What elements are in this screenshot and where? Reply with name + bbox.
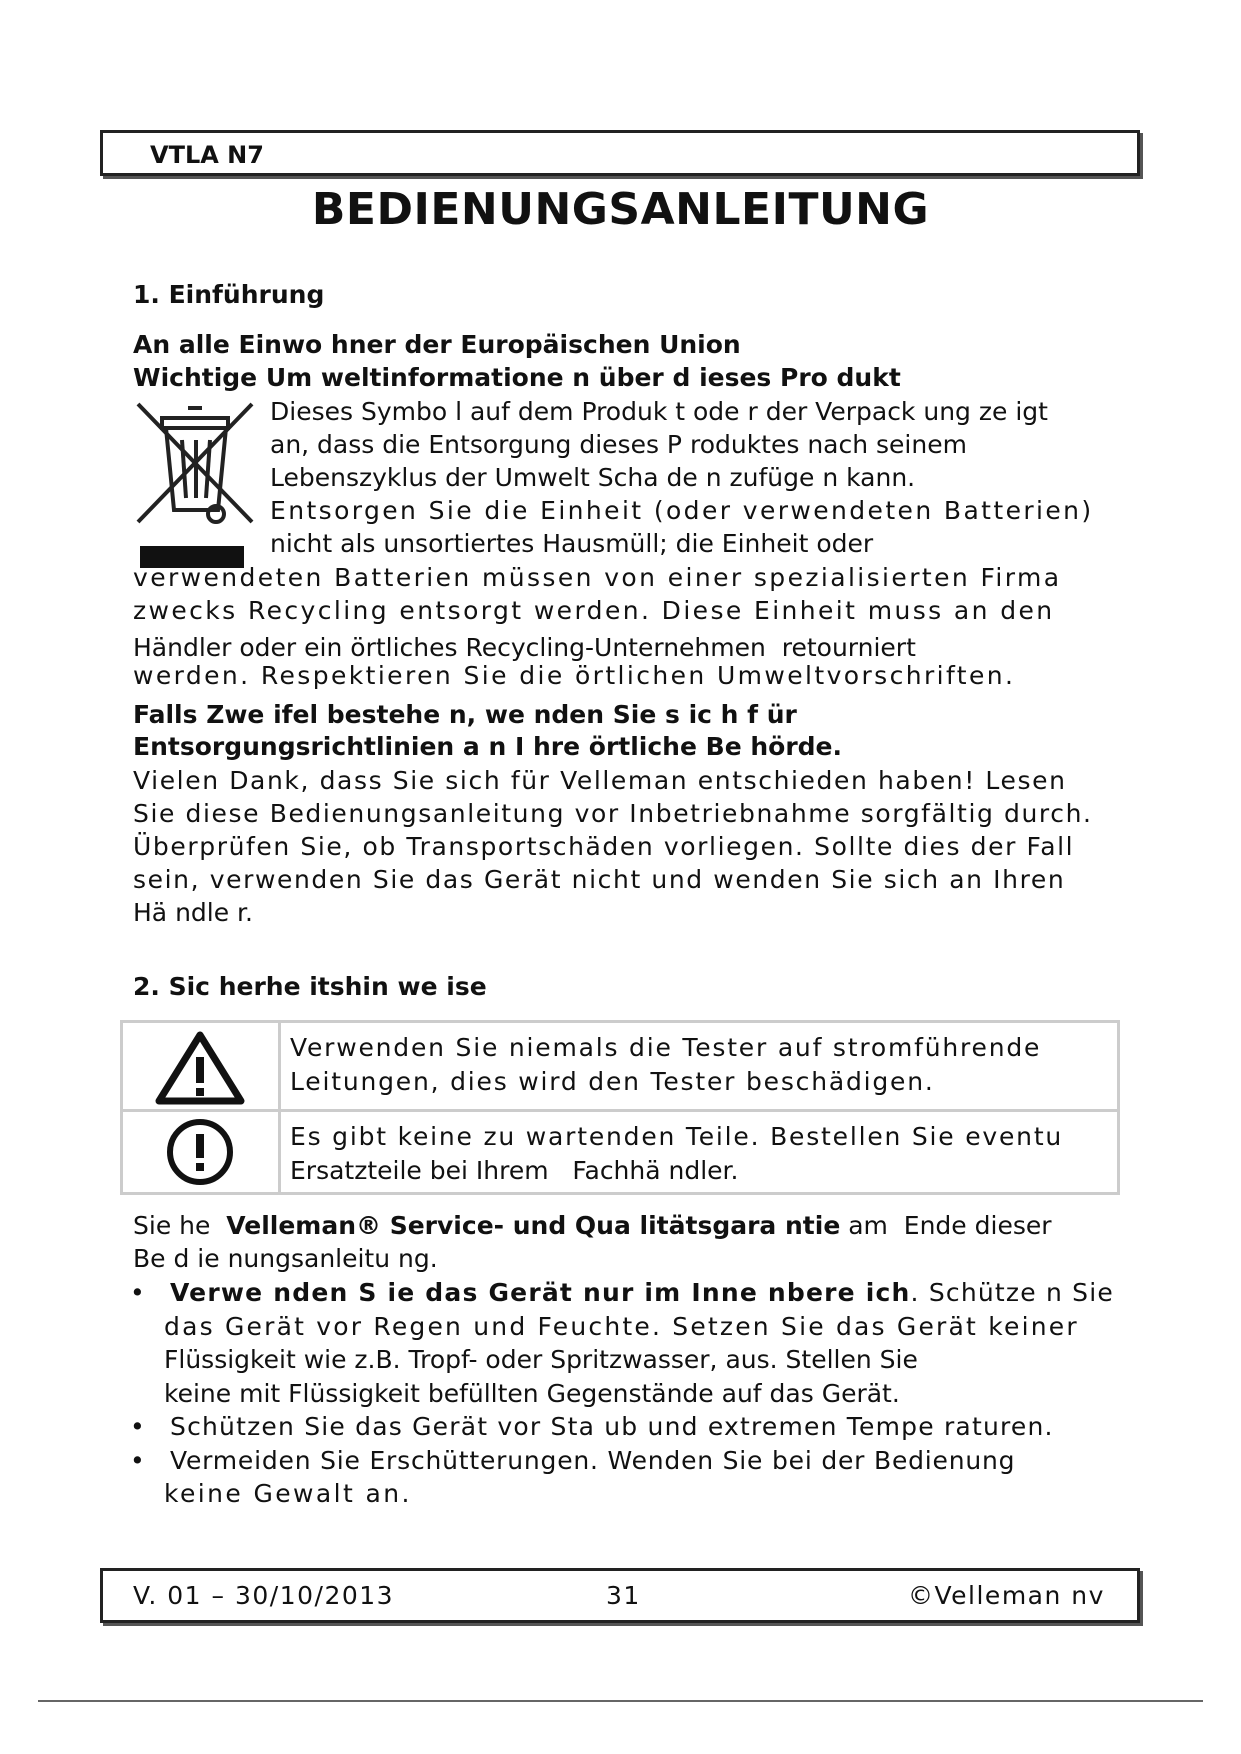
section-1-heading: 1. Einführung [133,280,325,309]
weee-crossed-bin-icon [130,398,260,578]
weee-line-6: verwendeten Batterien müssen von einer spezialisierten Firma [133,563,1062,592]
list-item: • Verwe nden S ie das Gerät nur im Inne nbere ich. Schütze n Sie [130,1278,1114,1307]
footer-copyright: ©Velleman nv [908,1581,1105,1610]
doubt-line-2: Entsorgungsrichtlinien a n I hre örtliche Be hörde. [133,732,843,761]
eu-heading: An alle Einwo hner der Europäischen Union [133,330,741,359]
eu-subheading: Wichtige Um weltinformatione n über d ieses Pro dukt [133,363,901,392]
safety-bullet-list [130,1276,1114,1511]
list-item: • Vermeiden Sie Erschütterungen. Wenden Sie bei der Bedienung [130,1445,1016,1475]
thanks-line-2: Sie diese Bedienungsanleitung vor Inbetriebnahme sorgfältig durch. [133,799,1093,828]
thanks-line-3: Überprüfen Sie, ob Transportschäden vorliegen. Sollte dies der Fall [133,832,1075,861]
section-2-heading: 2. Sic herhe itshin we ise [133,972,487,1001]
safety-text: Es gibt keine zu wartenden Teile. Bestellen Sie eventu Ersatzteile bei Ihrem Fachhä ndler. [290,1122,1064,1185]
safety-row [123,1023,1117,1112]
thanks-line-4: sein, verwenden Sie das Gerät nicht und wenden Sie sich an Ihren [133,865,1066,894]
thanks-line-5: Hä ndle r. [133,898,253,927]
warning-triangle-icon [123,1023,278,1109]
thanks-line-1: Vielen Dank, dass Sie sich für Velleman entschieden haben! Lesen [133,766,1067,795]
weee-line-3: Lebenszyklus der Umwelt Scha de n zufüge n kann. [270,463,916,492]
model-number: VTLA N7 [150,141,264,169]
footer-version: V. 01 – 30/10/2013 [133,1581,395,1610]
weee-line-1: Dieses Symbo l auf dem Produk t ode r der Verpack ung ze igt [270,397,1048,426]
list-item-continuation: Flüssigkeit wie z.B. Tropf- oder Spritzwasser, aus. Stellen Sie [164,1345,918,1374]
doubt-line-1: Falls Zwe ifel bestehe n, we nden Sie s ic h f ür [133,700,797,729]
list-item-continuation: keine Gewalt an. [164,1479,412,1508]
weee-line-2: an, dass die Entsorgung dieses P roduktes nach seinem [270,430,967,459]
list-item: • Schützen Sie das Gerät vor Sta ub und extremen Tempe raturen. [130,1412,1054,1441]
guarantee-line-2: Be d ie nungsanleitu ng. [133,1244,438,1273]
safety-table [120,1020,1120,1195]
guarantee-line: Sie he Velleman® Service- und Qua litätsgara ntie am Ende dieser [133,1211,1052,1240]
weee-line-9: werden. Respektieren Sie die örtlichen Umweltvorschriften. [133,661,1016,690]
exclamation-circle-icon [123,1112,278,1192]
weee-line-7: zwecks Recycling entsorgt werden. Diese Einheit muss an den [133,596,1055,625]
list-item-continuation: das Gerät vor Regen und Feuchte. Setzen Sie das Gerät keiner [164,1311,1079,1341]
weee-line-8: Händler oder ein örtliches Recycling-Unternehmen retourniert [133,633,916,662]
weee-line-5: nicht als unsortiertes Hausmüll; die Einheit oder [270,529,874,558]
list-item-continuation: keine mit Flüssigkeit befüllten Gegenstände auf das Gerät. [164,1378,900,1408]
safety-row [123,1112,1117,1192]
bottom-rule [38,1700,1203,1702]
page-number: 31 [606,1581,641,1610]
weee-line-4: Entsorgen Sie die Einheit (oder verwendeten Batterien) [270,496,1094,525]
safety-text: Verwenden Sie niemals die Tester auf stromführende Leitungen, dies wird den Tester beschädigen. [290,1033,1042,1096]
document-title: BEDIENUNGSANLEITUNG [311,184,930,235]
